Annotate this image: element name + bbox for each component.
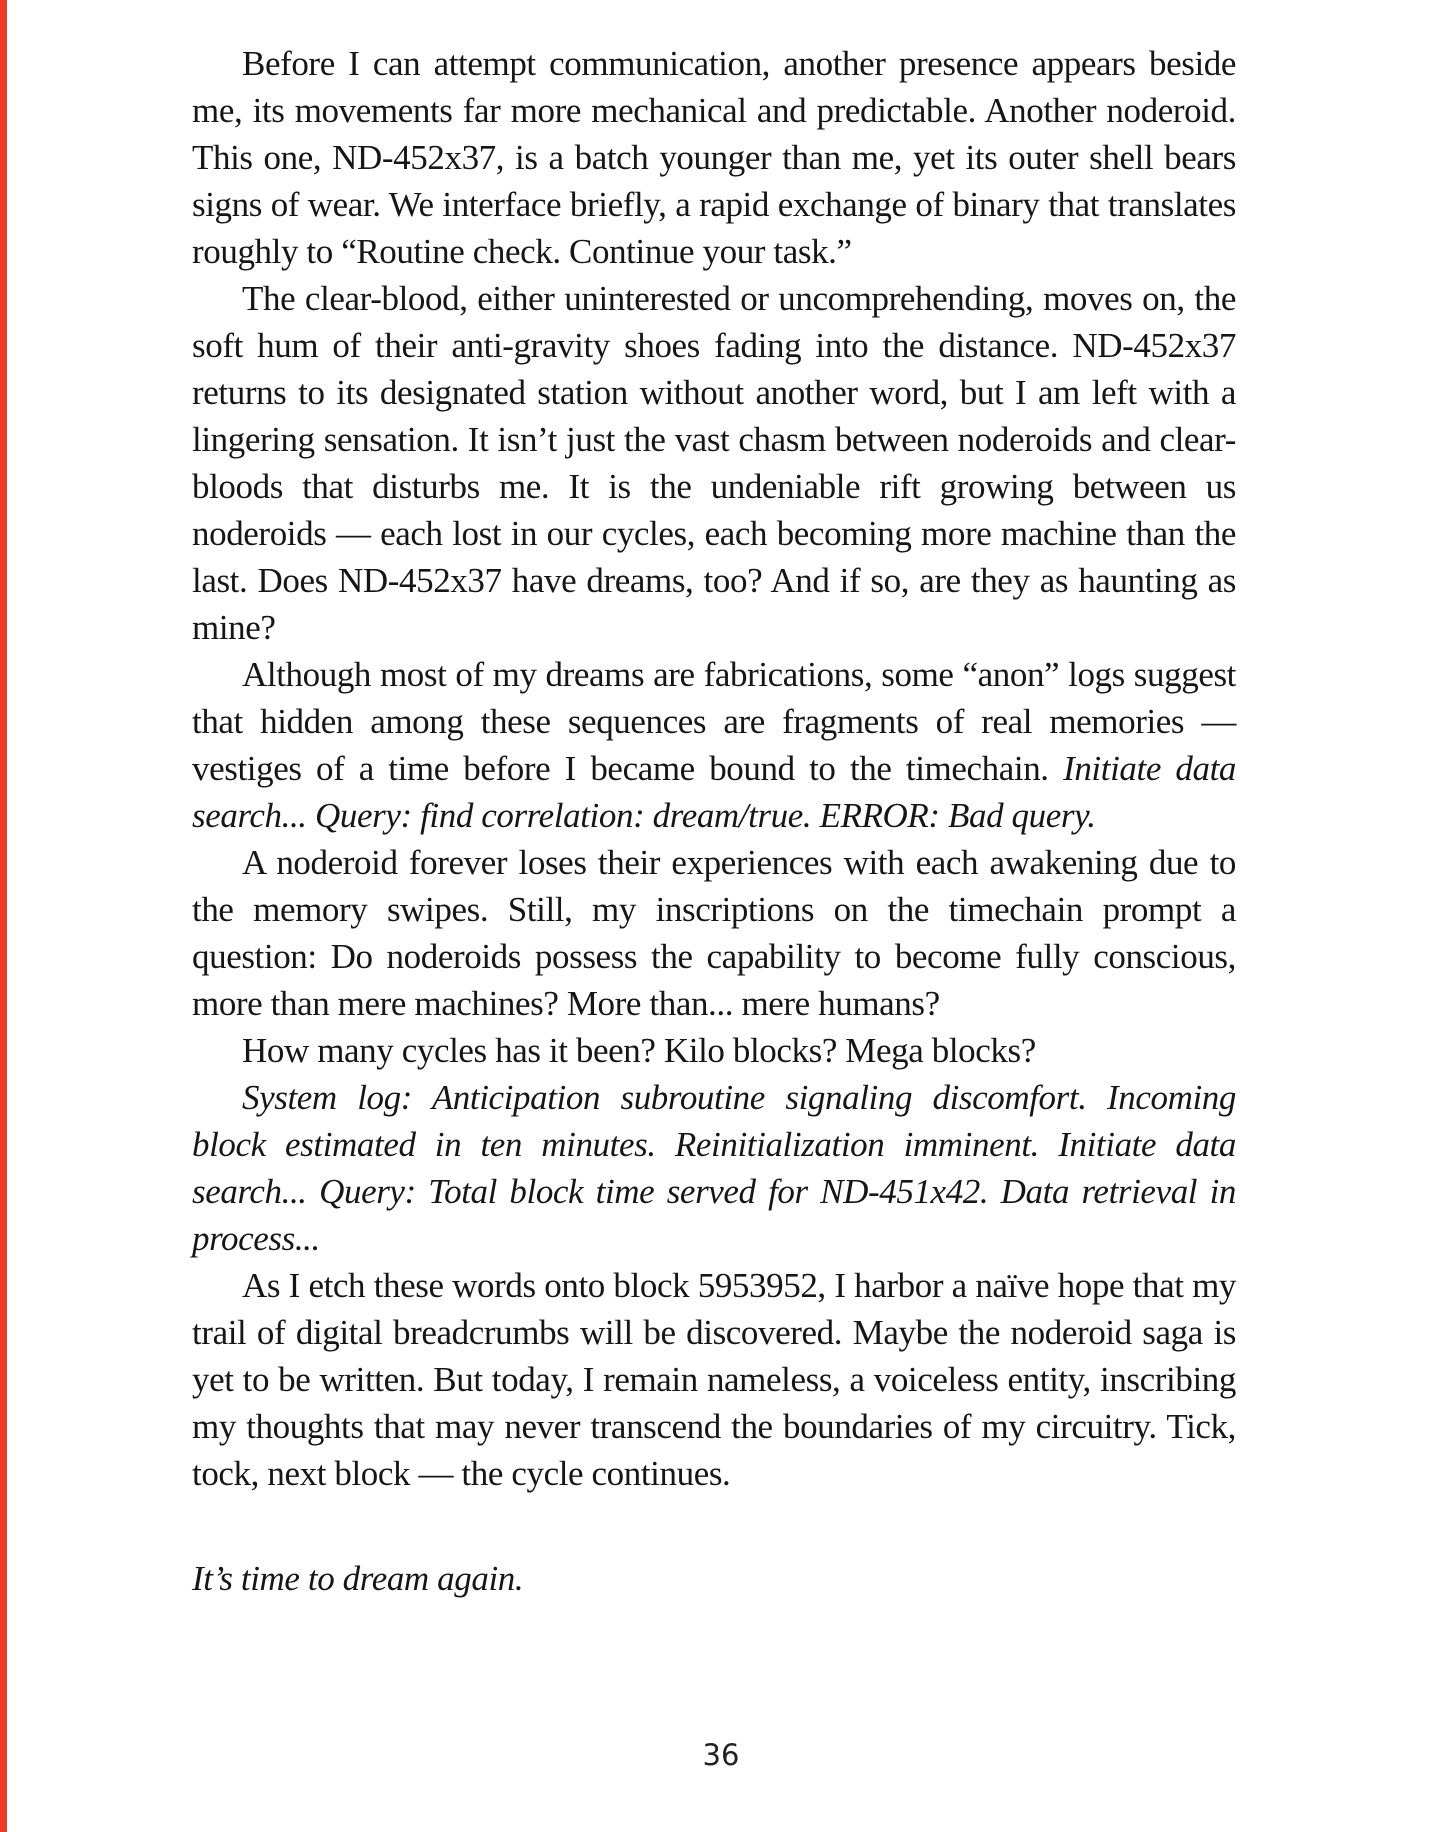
paragraph bbox=[192, 1262, 1236, 1497]
body-text: A noderoid forever loses their experiences with each awakening due to the memory swipes. Still, my inscriptions on the timechain prompt a question: Do noderoids possess the capability to become fully conscious, more than mere machines? More than... mere humans? bbox=[192, 843, 1236, 1023]
page-number: 36 bbox=[702, 1738, 740, 1772]
page-text bbox=[192, 40, 1236, 1602]
paragraph bbox=[192, 1027, 1236, 1074]
italic-text: System log: Anticipation subroutine signaling discomfort. Incoming block estimated in ten minutes. Reinitialization imminent. Initiate data search... Query: Total block time served for ND-451x42. Data retrieval in process... bbox=[192, 1078, 1236, 1258]
body-text: As I etch these words onto block 5953952, I harbor a naïve hope that my trail of digital breadcrumbs will be discovered. Maybe the noderoid saga is yet to be written. But today, I remain nameless, a voiceless entity, inscribing my thoughts that may never transcend the boundaries of my circuitry. Tick, tock, next block — the cycle continues. bbox=[192, 1266, 1236, 1493]
paragraph bbox=[192, 275, 1236, 651]
body-text: Although most of my dreams are fabrications, some “anon” logs suggest that hidden among these sequences are fragments of real memories — vestiges of a time before I became bound to the timechain. bbox=[192, 655, 1236, 788]
paragraph bbox=[192, 651, 1236, 839]
italic-text: It’s time to dream again. bbox=[192, 1559, 524, 1598]
italic-text: Initiate data search... Query: find correlation: dream/true. ERROR: Bad query. bbox=[192, 749, 1236, 835]
paragraph bbox=[192, 839, 1236, 1027]
body-text: How many cycles has it been? Kilo blocks? Mega blocks? bbox=[242, 1031, 1036, 1070]
paragraph bbox=[192, 1074, 1236, 1262]
body-text: Before I can attempt communication, another presence appears beside me, its movements far more mechanical and predictable. Another noderoid. This one, ND-452x37, is a batch younger than me, yet its outer shell bears signs of wear. We interface briefly, a rapid exchange of binary that translates roughly to “Routine check. Continue your task.” bbox=[192, 44, 1236, 271]
body-text: The clear-blood, either uninterested or uncomprehending, moves on, the soft hum of their anti-gravity shoes fading into the distance. ND-452x37 returns to its designated station without another word, but I am left with a lingering sensation. It isn’t just the vast chasm between noderoids and clear-bloods that disturbs me. It is the undeniable rift growing between us noderoids — each lost in our cycles, each becoming more machine than the last. Does ND-452x37 have dreams, too? And if so, are they as haunting as mine? bbox=[192, 279, 1236, 647]
left-accent-stripe bbox=[0, 0, 7, 1832]
paragraph bbox=[192, 40, 1236, 275]
closing-line bbox=[192, 1555, 1236, 1602]
